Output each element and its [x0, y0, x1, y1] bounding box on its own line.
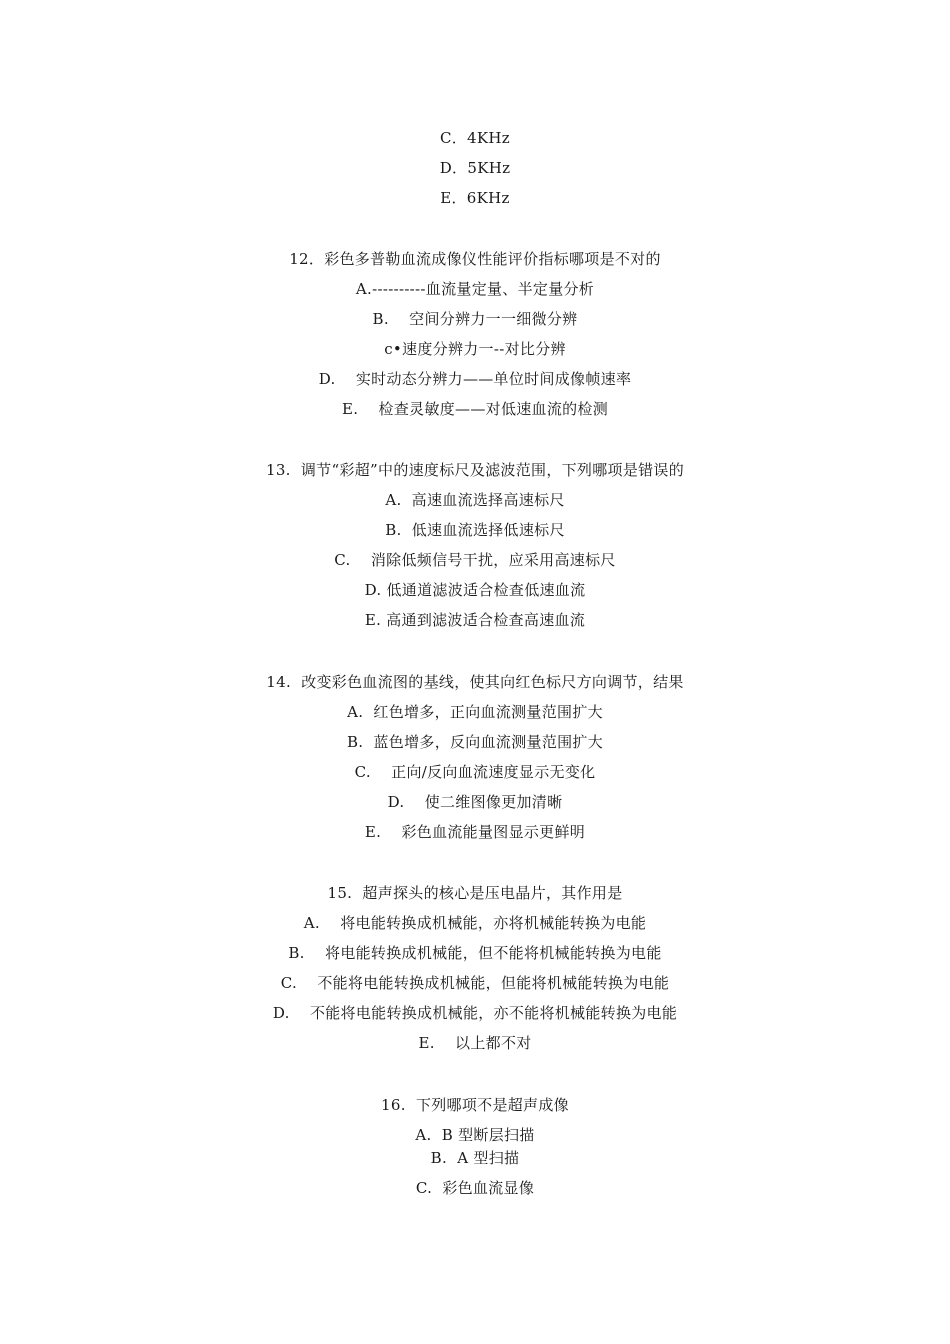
question-12-option-d: D. 实时动态分辨力——单位时间成像帧速率	[318, 370, 632, 388]
question-14-option-d: D. 使二维图像更加清晰	[387, 793, 563, 811]
question-14-option-c: C. 正向/反向血流速度显示无变化	[354, 763, 596, 781]
question-15-stem: 15. 超声探头的核心是压电晶片，其作用是	[327, 884, 623, 902]
question-15-option-c: C. 不能将电能转换成机械能，但能将机械能转换为电能	[280, 974, 670, 992]
question-16-option-b: B. A 型扫描	[430, 1149, 520, 1167]
question-12-option-b: B. 空间分辨力一一细微分辨	[372, 310, 578, 328]
question-15-option-b: B. 将电能转换成机械能，但不能将机械能转换为电能	[288, 944, 662, 962]
question-14-option-b: B. 蓝色增多，反向血流测量范围扩大	[346, 733, 604, 751]
question-12-option-e: E. 检查灵敏度——对低速血流的检测	[341, 400, 609, 418]
question-12-stem: 12．彩色多普勒血流成像仪性能评价指标哪项是不对的	[289, 250, 661, 268]
question-13-option-d: D. 低通道滤波适合检查低速血流	[364, 581, 586, 599]
question-13-option-b: B. 低速血流选择低速标尺	[385, 521, 565, 539]
question-15-option-d: D. 不能将电能转换成机械能，亦不能将机械能转换为电能	[272, 1004, 678, 1022]
question-13-option-e: E. 高通到滤波适合检查高速血流	[364, 611, 586, 629]
question-14-option-e: E. 彩色血流能量图显示更鲜明	[364, 823, 586, 841]
question-16-option-c: C. 彩色血流显像	[415, 1179, 535, 1197]
question-12-option-c: c•速度分辨力一--对比分辨	[384, 340, 566, 358]
question-14-stem: 14. 改变彩色血流图的基线，使其向红色标尺方向调节，结果	[266, 673, 684, 691]
option-c: C．4KHz	[439, 129, 510, 147]
question-15-option-e: E. 以上都不对	[418, 1034, 532, 1052]
option-e: E．6KHz	[440, 189, 510, 207]
option-d: D．5KHz	[439, 159, 511, 177]
question-12-option-a: A.----------血流量定量、半定量分析	[355, 280, 595, 298]
question-15-option-a: A. 将电能转换成机械能，亦将机械能转换为电能	[303, 914, 647, 932]
question-13-stem: 13. 调节“彩超”中的速度标尺及滤波范围，下列哪项是错误的	[265, 461, 685, 479]
question-13-option-c: C. 消除低频信号干扰，应采用高速标尺	[334, 551, 616, 569]
question-13-option-a: A. 高速血流选择高速标尺	[385, 491, 565, 509]
question-14-option-a: A. 红色增多，正向血流测量范围扩大	[347, 703, 603, 721]
question-16-stem: 16. 下列哪项不是超声成像	[381, 1096, 569, 1114]
question-16-option-a: A. B 型断层扫描	[415, 1126, 535, 1144]
